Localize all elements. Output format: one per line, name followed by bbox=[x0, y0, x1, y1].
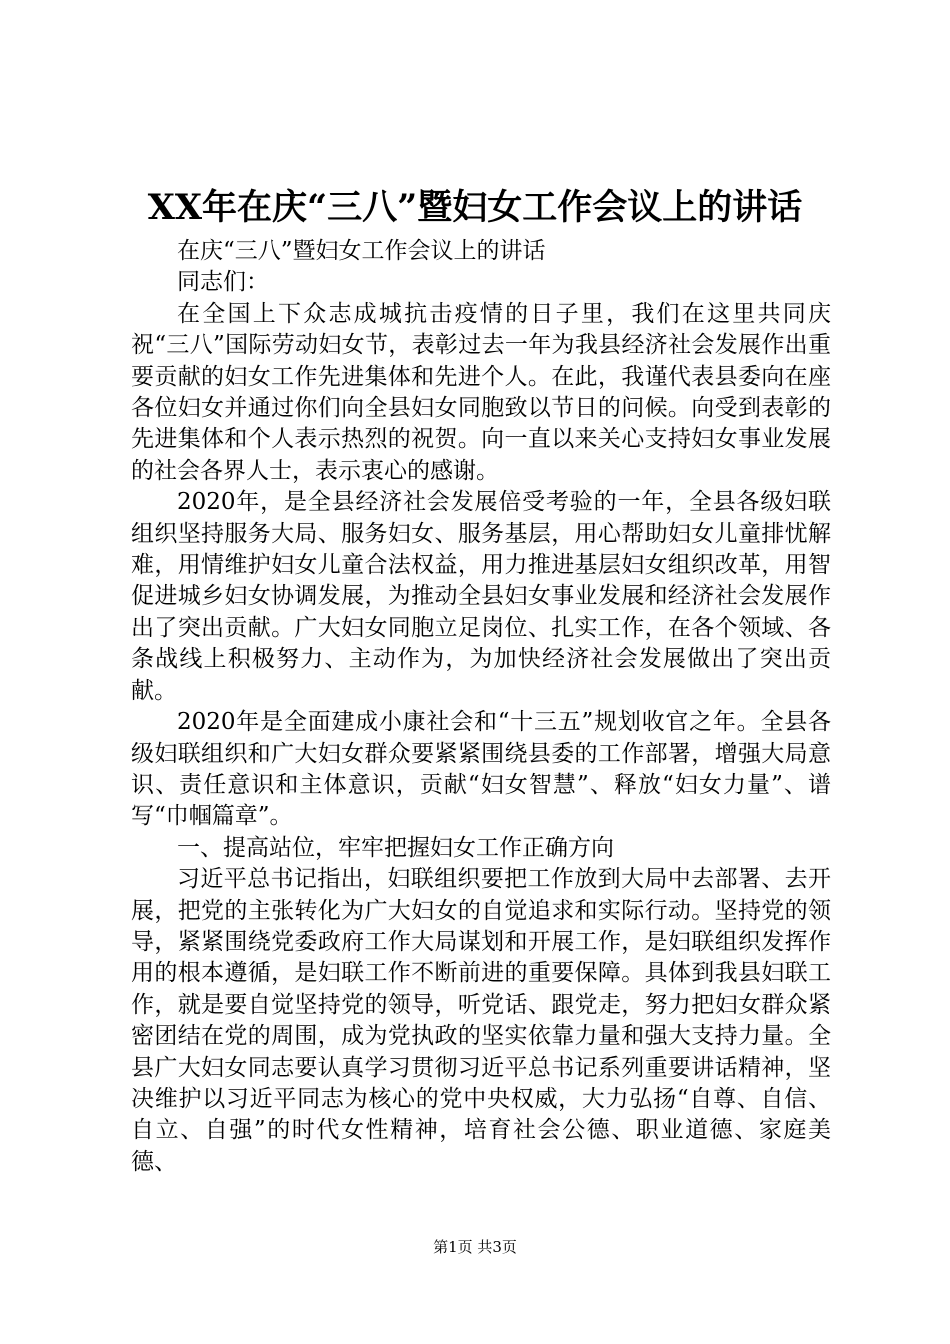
body-paragraph: 在全国上下众志成城抗击疫情的日子里，我们在这里共同庆祝“三八”国际劳动妇女节，表彰过去一年为我县经济社会发展作出重要贡献的妇女工作先进集体和先进个人。在此，我谨代表县委向在座各位妇女并通过你们向全县妇女同胞致以节日的问候。向受到表彰的先进集体和个人表示热烈的祝贺。向一直以来关心支持妇女事业发展的社会各界人士，表示衷心的感谢。 bbox=[131, 300, 831, 484]
body-paragraph: 2020年，是全县经济社会发展倍受考验的一年，全县各级妇联组织坚持服务大局、服务妇女、服务基层，用心帮助妇女儿童排忧解难，用情维护妇女儿童合法权益，用力推进基层妇女组织改革，用智促进城乡妇女协调发展，为推动全县妇女事业发展和经济社会发展作出了突出贡献。广大妇女同胞立足岗位、扎实工作，在各个领域、各条战线上积极努力、主动作为，为加快经济社会发展做出了突出贡献。 bbox=[131, 489, 831, 704]
document-title: XX年在庆“三八”暨妇女工作会议上的讲话 bbox=[147, 187, 803, 228]
body-paragraph: 习近平总书记指出，妇联组织要把工作放到大局中去部署、去开展，把党的主张转化为广大妇女的自觉追求和实际行动。坚持党的领导，紧紧围绕党委政府工作大局谋划和开展工作，是妇联组织发挥作用的根本遵循，是妇联工作不断前进的重要保障。具体到我县妇联工作，就是要自觉坚持党的领导，听党话、跟党走，努力把妇女群众紧密团结在党的周围，成为党执政的坚实依靠力量和强大支持力量。全县广大妇女同志要认真学习贯彻习近平总书记系列重要讲话精神，坚决维护以习近平同志为核心的党中央权威，大力弘扬“自尊、自信、自立、自强”的时代女性精神，培育社会公德、职业道德、家庭美德、 bbox=[131, 866, 831, 1175]
section-heading: 一、提高站位，牢牢把握妇女工作正确方向 bbox=[177, 834, 614, 861]
salutation-paragraph: 同志们： bbox=[177, 269, 269, 296]
document-body bbox=[131, 236, 831, 1178]
body-paragraph: 2020年是全面建成小康社会和“十三五”规划收官之年。全县各级妇联组织和广大妇女群众要紧紧围绕县委的工作部署，增强大局意识、责任意识和主体意识，贡献“妇女智慧”、释放“妇女力量”、谱写“巾帼篇章”。 bbox=[131, 709, 831, 830]
subtitle-paragraph: 在庆“三八”暨妇女工作会议上的讲话 bbox=[177, 238, 546, 264]
page-number-footer: 第1页 共3页 bbox=[433, 1238, 517, 1256]
